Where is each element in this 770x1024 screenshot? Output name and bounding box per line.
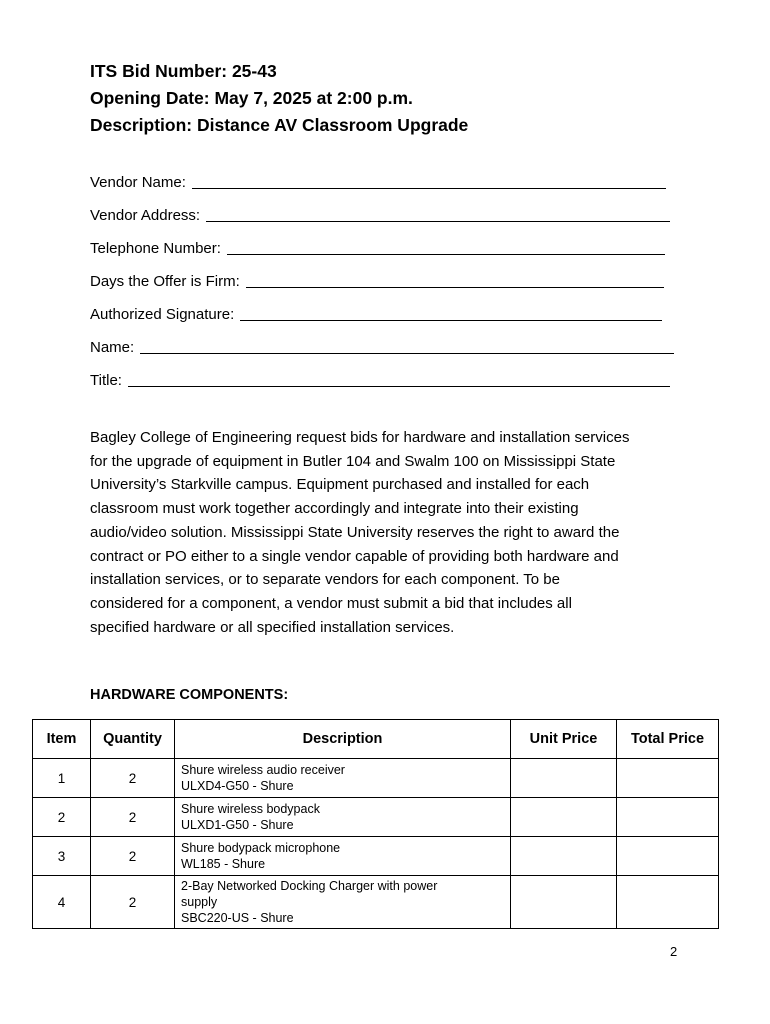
table-row: [33, 759, 719, 798]
field-label: Authorized Signature:: [90, 306, 235, 323]
field-label: Title:: [90, 372, 122, 389]
quantity-cell: 2: [91, 876, 175, 929]
description-line: WL185 - Shure: [181, 857, 266, 871]
quantity-cell: 2: [91, 798, 175, 837]
unit-price-cell[interactable]: [511, 876, 617, 929]
field-label: Telephone Number:: [90, 240, 221, 257]
blank-line[interactable]: [246, 271, 664, 288]
intro-paragraph: [90, 426, 690, 639]
blank-line[interactable]: [227, 238, 665, 255]
table-row: [33, 876, 719, 929]
intro-line: contract or PO either to a single vendor capable of providing both hardware and: [90, 547, 619, 565]
description-line: SBC220-US - Shure: [181, 911, 294, 925]
unit-price-cell[interactable]: [511, 759, 617, 798]
description-line: Shure wireless audio receiver: [181, 763, 345, 777]
opening-date: Opening Date: May 7, 2025 at 2:00 p.m.: [90, 88, 413, 108]
description-line: Shure bodypack microphone: [181, 841, 341, 855]
column-header-item: Item: [33, 720, 91, 759]
hardware-table: [32, 719, 719, 929]
intro-line: classroom must work together accordingly and integrate into their existing: [90, 500, 579, 518]
item-cell: 1: [33, 759, 91, 798]
table-row: [33, 798, 719, 837]
intro-line: audio/video solution. Mississippi State University reserves the right to award the: [90, 523, 620, 541]
description-line: supply: [181, 895, 218, 909]
bid-number: ITS Bid Number: 25-43: [90, 61, 277, 81]
description-cell: [175, 798, 511, 837]
intro-line: University’s Starkville campus. Equipment purchased and installed for each: [90, 476, 590, 494]
quantity-cell: 2: [91, 837, 175, 876]
blank-line[interactable]: [140, 337, 674, 354]
vendor-address-field[interactable]: [90, 193, 690, 226]
table-header-row: [33, 720, 719, 759]
field-label: Days the Offer is Firm:: [90, 273, 240, 290]
item-cell: 4: [33, 876, 91, 929]
hardware-section-title: HARDWARE COMPONENTS:: [90, 687, 289, 703]
description-cell: [175, 837, 511, 876]
quantity-cell: 2: [91, 759, 175, 798]
column-header-description: Description: [175, 720, 511, 759]
total-price-cell[interactable]: [617, 759, 719, 798]
intro-line: Bagley College of Engineering request bids for hardware and installation services: [90, 429, 630, 446]
days-offer-firm-field[interactable]: [90, 259, 690, 292]
bid-header: [90, 58, 468, 139]
description-cell: [175, 876, 511, 929]
column-header-quantity: Quantity: [91, 720, 175, 759]
bid-description: Description: Distance AV Classroom Upgrade: [90, 115, 469, 135]
vendor-name-field[interactable]: [90, 160, 690, 193]
total-price-cell[interactable]: [617, 876, 719, 929]
field-label: Name:: [90, 339, 135, 356]
field-label: Vendor Name:: [90, 174, 186, 191]
blank-line[interactable]: [206, 205, 670, 222]
column-header-unit-price: Unit Price: [511, 720, 617, 759]
intro-line: considered for a component, a vendor must submit a bid that includes all: [90, 594, 572, 612]
column-header-total-price: Total Price: [617, 720, 719, 759]
vendor-fields: [90, 160, 690, 391]
field-label: Vendor Address:: [90, 207, 201, 224]
description-line: Shure wireless bodypack: [181, 802, 320, 816]
authorized-signature-field[interactable]: [90, 292, 690, 325]
intro-line: for the upgrade of equipment in Butler 104 and Swalm 100 on Mississippi State: [90, 452, 616, 470]
name-field[interactable]: [90, 325, 690, 358]
blank-line[interactable]: [192, 172, 666, 189]
description-line: ULXD1-G50 - Shure: [181, 818, 294, 832]
page-number: 2: [670, 944, 678, 959]
total-price-cell[interactable]: [617, 837, 719, 876]
item-cell: 2: [33, 798, 91, 837]
table-row: [33, 837, 719, 876]
description-line: 2-Bay Networked Docking Charger with power: [181, 879, 438, 893]
total-price-cell[interactable]: [617, 798, 719, 837]
intro-line: installation services, or to separate vendors for each component. To be: [90, 571, 560, 589]
blank-line[interactable]: [128, 370, 670, 387]
description-cell: [175, 759, 511, 798]
item-cell: 3: [33, 837, 91, 876]
intro-line: specified hardware or all specified installation services.: [90, 618, 455, 636]
description-line: ULXD4-G50 - Shure: [181, 779, 294, 793]
telephone-number-field[interactable]: [90, 226, 690, 259]
unit-price-cell[interactable]: [511, 798, 617, 837]
blank-line[interactable]: [240, 304, 662, 321]
title-field[interactable]: [90, 358, 690, 391]
unit-price-cell[interactable]: [511, 837, 617, 876]
